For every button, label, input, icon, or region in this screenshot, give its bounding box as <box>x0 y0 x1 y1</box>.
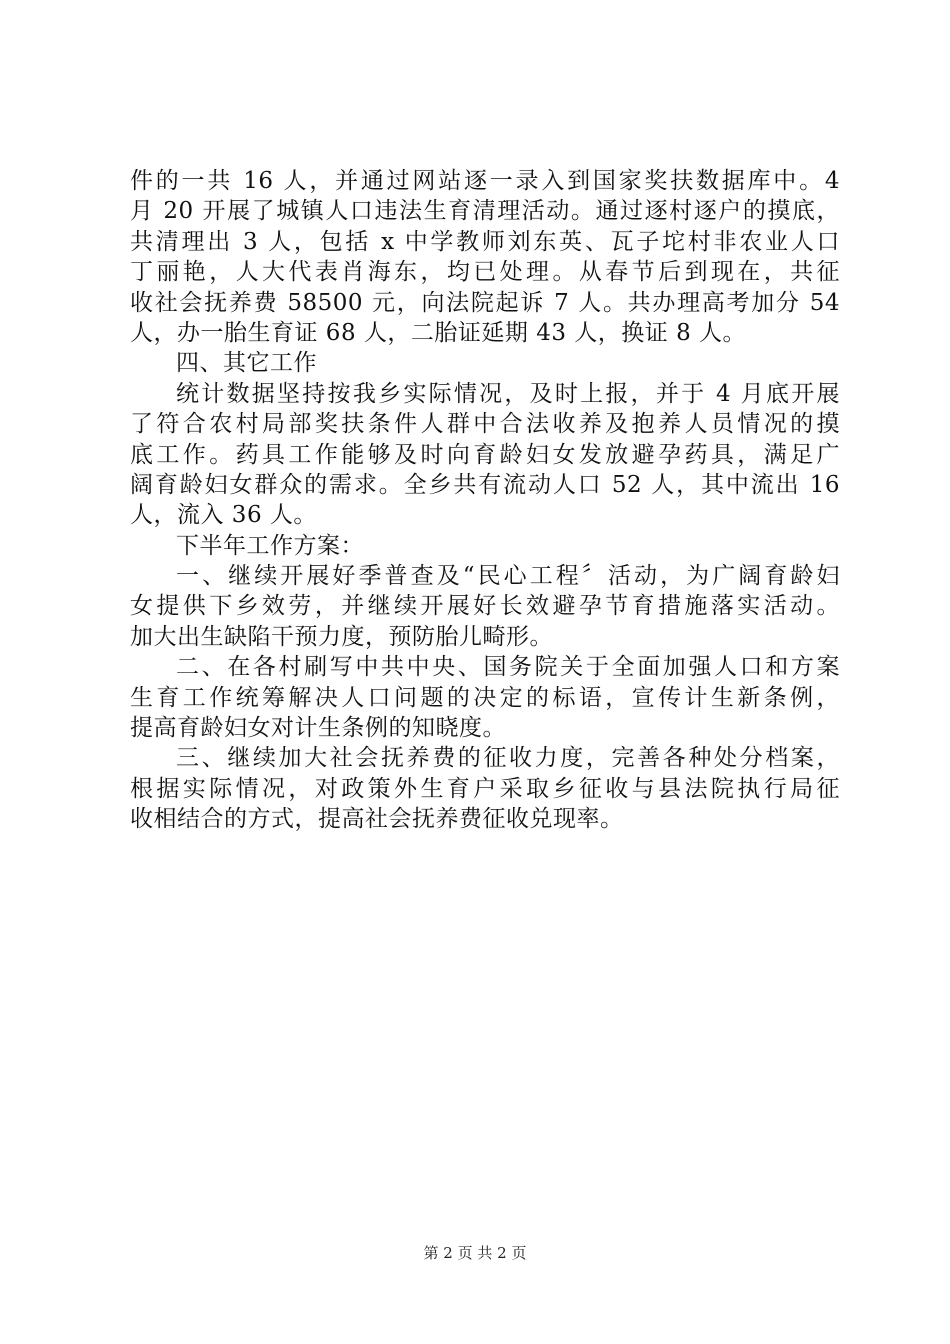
paragraph <box>130 743 840 834</box>
text-line: 收相结合的方式，提高社会抚养费征收兑现率。 <box>130 806 624 833</box>
text-line: 加大出生缺陷干预力度，预防胎儿畸形。 <box>130 623 553 650</box>
text-line: 丁丽艳，人大代表肖海东，均已处理。从春节后到现在，共征 <box>130 259 840 286</box>
text-line: 阔育龄妇女群众的需求。全乡共有流动人口 52 人，其中流出 16 <box>130 471 840 498</box>
text-line: 收社会抚养费 58500 元，向法院起诉 7 人。共办理高考加分 54 <box>130 289 840 316</box>
text-line: 根据实际情况，对政策外生育户采取乡征收与县法院执行局征 <box>130 775 840 802</box>
text-line: 女提供下乡效劳，并继续开展好长效避孕节育措施落实活动。 <box>130 593 840 620</box>
text-line: 下半年工作方案： <box>176 532 364 559</box>
paragraph <box>130 379 840 531</box>
page-footer: 第 2 页 共 2 页 <box>423 1244 527 1262</box>
text-line: 件的一共 16 人，并通过网站逐一录入到国家奖扶数据库中。4 <box>130 168 840 194</box>
text-line: 人，办一胎生育证 68 人，二胎证延期 43 人，换证 8 人。 <box>130 319 747 346</box>
text-line: 共清理出 3 人，包括 x 中学教师刘东英、瓦子坨村非农业人口 <box>130 228 840 255</box>
text-line: 四、其它工作 <box>176 350 317 377</box>
text-line: 月 20 开展了城镇人口违法生育清理活动。通过逐村逐户的摸底， <box>130 198 840 225</box>
text-line: 一、继续开展好季普查及“民心工程〞活动，为广阔育龄妇 <box>176 563 840 590</box>
paragraph <box>130 166 840 348</box>
text-line: 了符合农村局部奖扶条件人群中合法收养及抱养人员情况的摸 <box>130 411 840 438</box>
paragraph <box>130 561 840 652</box>
text-line: 人，流入 36 人。 <box>130 502 317 529</box>
paragraph <box>130 531 840 561</box>
text-line: 二、在各村刷写中共中央、国务院关于全面加强人口和方案 <box>176 654 840 681</box>
paragraph <box>130 348 840 378</box>
document-body <box>130 166 840 835</box>
text-line: 生育工作统筹解决人口问题的决定的标语，宣传计生新条例， <box>130 684 840 711</box>
paragraph <box>130 652 840 743</box>
text-line: 统计数据坚持按我乡实际情况，及时上报，并于 4 月底开展 <box>176 380 840 407</box>
text-line: 提高育龄妇女对计生条例的知晓度。 <box>130 715 506 742</box>
text-line: 三、继续加大社会抚养费的征收力度，完善各种处分档案， <box>176 745 840 772</box>
text-line: 底工作。药具工作能够及时向育龄妇女发放避孕药具，满足广 <box>130 441 840 468</box>
